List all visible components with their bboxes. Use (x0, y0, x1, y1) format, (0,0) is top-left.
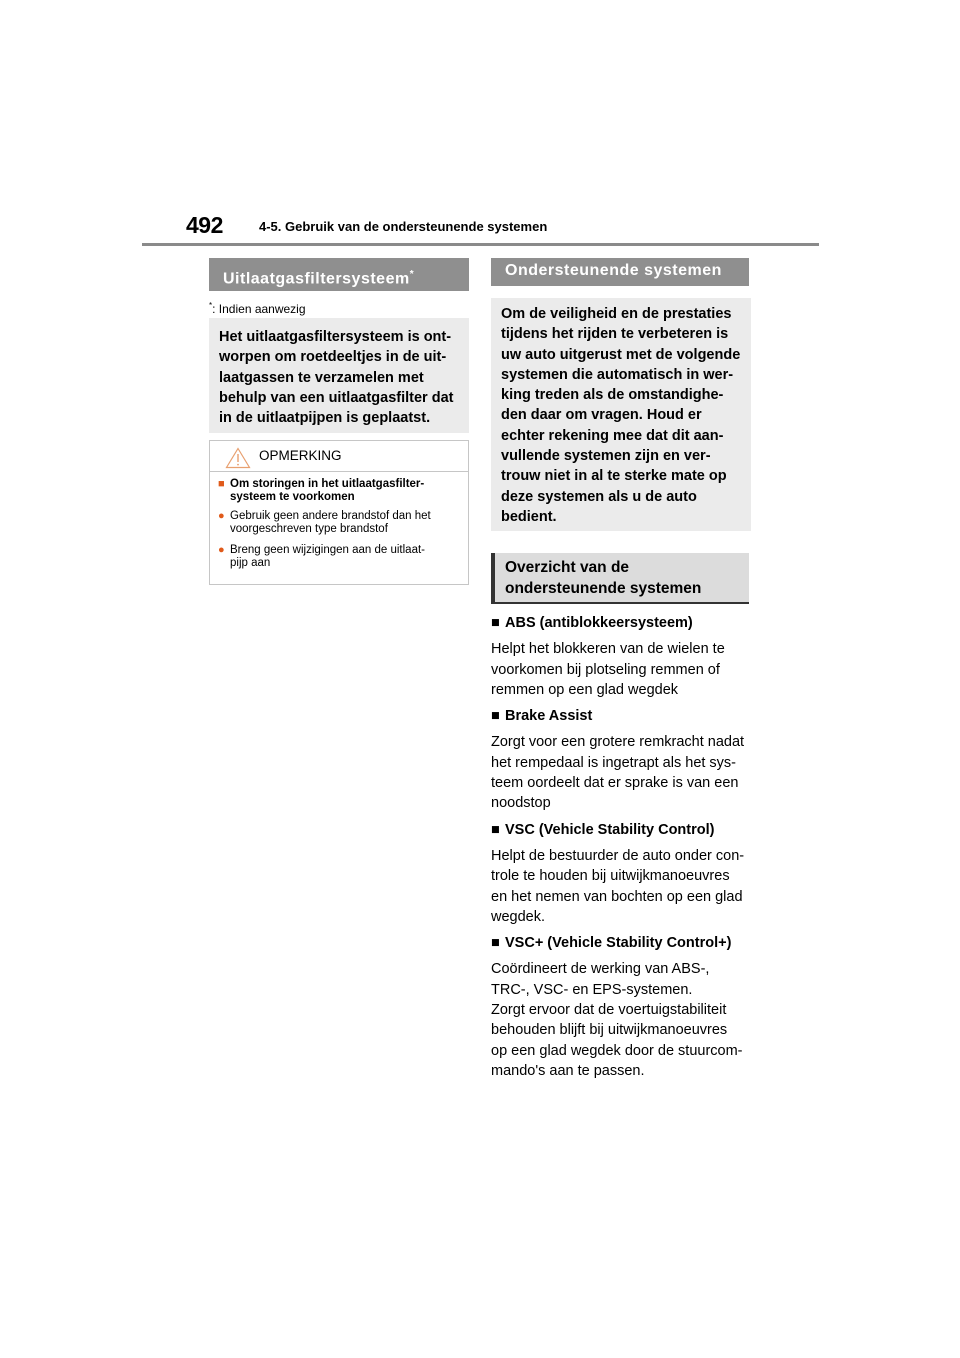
intro-line: vullende systemen zijn en ver- (501, 448, 711, 465)
system-title (491, 933, 753, 953)
description-line: voorkomen bij plotseling remmen of (491, 661, 720, 678)
system-description (491, 639, 753, 700)
description-line: Coördineert de werking van ABS-, (491, 961, 710, 978)
description-line: Helpt de bestuurder de auto onder con- (491, 847, 745, 864)
page-number: 492 (186, 212, 223, 238)
system-title (491, 706, 753, 726)
system-item-abs (491, 613, 753, 700)
description-line: en het nemen van bochten op een glad (491, 888, 743, 905)
description-line: Helpt het blokkeren van de wielen te (491, 641, 725, 658)
heading-ondersteunende-systemen: Ondersteunende systemen (491, 258, 749, 286)
intro-line: laatgassen te verzamelen met (219, 369, 424, 386)
intro-left (209, 318, 469, 433)
square-bullet-icon: ■ (491, 935, 500, 952)
intro-line: Om de veiligheid en de prestaties (501, 306, 732, 322)
notice-item (218, 510, 460, 536)
footnote-marker: * (209, 301, 213, 310)
heading-marker: * (409, 269, 415, 280)
circle-bullet-icon: ● (218, 510, 225, 522)
intro-line: in de uitlaatpijpen is geplaatst. (219, 410, 431, 427)
notice-line: voorgeschreven type brandstof (230, 523, 388, 535)
intro-line: worpen om roetdeeltjes in de uit- (219, 349, 447, 366)
intro-line: echter rekening mee dat dit aan- (501, 427, 724, 444)
description-line: TRC-, VSC- en EPS-systemen. (491, 981, 693, 998)
square-bullet-icon: ■ (491, 708, 500, 725)
notice-item (218, 544, 460, 570)
intro-line: systemen die automatisch in wer- (501, 366, 734, 383)
subheading-line: Overzicht van de (505, 559, 630, 576)
intro-line: bedient. (501, 508, 557, 525)
system-title-text: VSC (Vehicle Stability Control) (505, 821, 715, 838)
intro-line: tijdens het rijden te verbeteren is (501, 326, 729, 343)
system-item-brake-assist (491, 706, 753, 813)
section-title: 4-5. Gebruik van de ondersteunende systemen (259, 219, 548, 234)
notice-line: Om storingen in het uitlaatgasfilter- (230, 478, 425, 490)
description-line: teem oordeelt dat er sprake is van een (491, 775, 739, 792)
system-title (491, 613, 753, 633)
intro-line: king treden als de omstandighe- (501, 387, 724, 404)
notice-item (218, 478, 460, 504)
notice-line: pijp aan (230, 557, 271, 569)
footnote (209, 301, 306, 316)
description-line: wegdek. (491, 908, 546, 925)
intro-line: Het uitlaatgasfiltersysteem is ont- (219, 329, 452, 345)
description-line: noodstop (491, 795, 551, 812)
system-description (491, 959, 753, 1081)
system-item-vsc-plus (491, 933, 753, 1081)
notice-body (210, 472, 468, 570)
system-title (491, 820, 753, 840)
description-line: remmen op een glad wegdek (491, 681, 679, 698)
system-title-text: VSC+ (Vehicle Stability Control+) (505, 935, 732, 952)
circle-bullet-icon: ● (218, 544, 225, 556)
notice-line: systeem te voorkomen (230, 491, 355, 503)
notice-header (210, 441, 468, 472)
system-description (491, 846, 753, 927)
description-line: Zorgt voor een grotere remkracht nadat (491, 734, 745, 751)
description-line: behouden blijft bij uitwijkmanoeuvres (491, 1022, 728, 1039)
notice-title: OPMERKING (259, 448, 342, 463)
description-line: mando's aan te passen. (491, 1062, 645, 1079)
footnote-text: : Indien aanwezig (212, 302, 306, 316)
intro-right (491, 298, 751, 531)
heading-uitlaatgasfiltersysteem (209, 258, 469, 291)
subheading-overzicht (491, 553, 749, 604)
system-item-vsc (491, 820, 753, 927)
description-line: Zorgt ervoor dat de voertuigstabiliteit (491, 1002, 727, 1019)
intro-line: trouw niet in al te sterke mate op (501, 468, 727, 485)
subheading-line: ondersteunende systemen (505, 580, 702, 597)
notice-line: Gebruik geen andere brandstof dan het (230, 510, 431, 522)
header-rule (142, 243, 819, 246)
description-line: het rempedaal is ingetrapt als het sys- (491, 754, 737, 771)
description-line: op een glad wegdek door de stuurcom- (491, 1042, 743, 1059)
intro-line: behulp van een uitlaatgasfilter dat (219, 389, 454, 406)
heading-text: Uitlaatgasfiltersysteem (223, 270, 410, 288)
intro-line: den daar om vragen. Houd er (501, 407, 702, 424)
system-title-text: Brake Assist (505, 708, 593, 725)
system-title-text: ABS (antiblokkeersysteem) (505, 615, 693, 631)
square-bullet-icon: ■ (491, 821, 500, 838)
square-bullet-icon: ■ (218, 478, 225, 490)
notice-box (209, 440, 469, 585)
intro-line: deze systemen als u de auto (501, 488, 697, 505)
systems-list (491, 613, 753, 1087)
notice-line: Breng geen wijzigingen aan de uitlaat- (230, 544, 425, 556)
description-line: trole te houden bij uitwijkmanoeuvres (491, 868, 730, 885)
system-description (491, 732, 753, 813)
square-bullet-icon: ■ (491, 615, 500, 631)
intro-line: uw auto uitgerust met de volgende (501, 346, 741, 363)
warning-triangle-icon (225, 447, 251, 469)
